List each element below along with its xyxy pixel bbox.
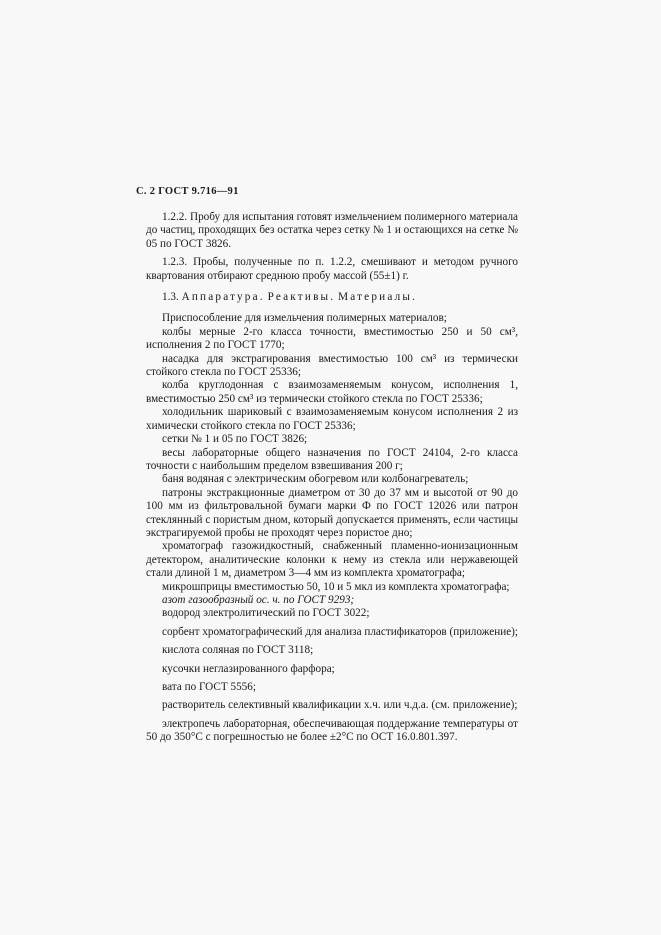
- section-title-reagents: Реактивы.: [267, 291, 336, 304]
- list-item: растворитель селективный квалификации х.ч. или ч.д.а. (см. приложение);: [162, 699, 518, 712]
- list-item: баня водяная с электрическим обогревом или колбонагреватель;: [162, 473, 469, 486]
- section-number: 1.3.: [162, 291, 179, 304]
- section-title-apparatus: Аппаратура.: [181, 291, 265, 304]
- list-item: кислота соляная по ГОСТ 3118;: [162, 644, 314, 657]
- list-item: сетки № 1 и 05 по ГОСТ 3826;: [162, 433, 308, 446]
- section-heading: [146, 291, 518, 304]
- list-item: водород электролитический по ГОСТ 3022;: [162, 607, 370, 620]
- list-item: вата по ГОСТ 5556;: [162, 681, 256, 693]
- document-body: [146, 211, 518, 745]
- list-item: колба круглодонная с взаимозаменяемым конусом, исполнения 1, вместимостью 250 см³ из термически стойкого стекла по ГОСТ 25336;: [146, 379, 518, 405]
- list-item: сорбент хроматографический для анализа пластификаторов (приложение);: [162, 625, 518, 638]
- list-item: Приспособление для измельчения полимерных материалов;: [162, 312, 447, 325]
- list-item: колбы мерные 2-го класса точности, вместимостью 250 и 50 см³, исполнения 2 по ГОСТ 1770;: [146, 325, 518, 352]
- list-item: весы лабораторные общего назначения по ГОСТ 24104, 2-го класса точности с наибольшим пределом взвешивания 200 г;: [146, 446, 518, 472]
- section-title-materials: Материалы.: [338, 291, 418, 304]
- list-item: азот газообразный ос. ч. по ГОСТ 9293;: [162, 593, 355, 606]
- paragraph-1-2-3: 1.2.3. Пробы, полученные по п. 1.2.2, смешивают и методом ручного квартования отбирают среднюю пробу массой (55±1) г.: [146, 256, 518, 282]
- list-item: кусочки неглазированного фарфора;: [162, 662, 335, 675]
- list-item: электропечь лабораторная, обеспечивающая поддержание температуры от 50 до 350°С с погрешностью не более ±2°С по ОСТ 16.0.801.397.: [146, 717, 518, 744]
- paragraph-1-2-2: 1.2.2. Пробу для испытания готовят измельчением полимерного материала до частиц, проходящих без остатка через сетку № 1 и остающихся на сетке № 05 по ГОСТ 3826.: [146, 211, 518, 250]
- page-header: С. 2 ГОСТ 9.716—91: [136, 186, 239, 197]
- list-item: патроны экстракционные диаметром от 30 до 37 мм и высотой от 90 до 100 мм из фильтровальной бумаги марки Ф по ГОСТ 12026 или патрон стеклянный с пористым дном, который допускается применять, если частицы экстрагируемой пробы не проходят через пористое дно;: [146, 486, 518, 539]
- list-item: хроматограф газожидкостный, снабженный пламенно-ионизационным детектором, аналитические колонки к нему из стекла или нержавеющей стали длиной 1 м, диаметром 3—4 мм из комплекта хроматографа;: [146, 540, 518, 580]
- list-item: насадка для экстрагирования вместимостью 100 см³ из термически стойкого стекла по ГОСТ 25336;: [146, 352, 518, 379]
- list-item: холодильник шариковый с взаимозаменяемым конусом исполнения 2 из химически стойкого стекла по ГОСТ 25336;: [146, 406, 518, 432]
- list-item: микрошприцы вместимостью 50, 10 и 5 мкл из комплекта хроматографа;: [162, 580, 510, 593]
